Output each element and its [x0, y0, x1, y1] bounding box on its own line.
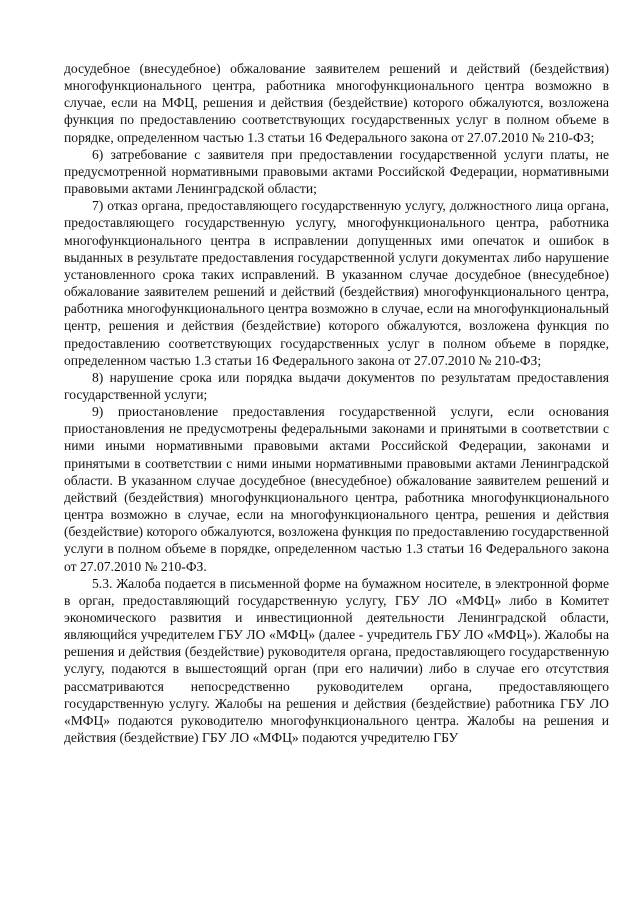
paragraph-item-9: 9) приостановление предоставления государственной услуги, если основания приостановления не предусмотрены федеральными законами и принятыми в соответствии с ними иными нормативными правовыми актами Российской Федерации, законами и принятыми в соответствии с ними иными нормативными правовыми актами Ленинградской области. В указанном случае досудебное (внесудебное) обжалование заявителем решений и действий (бездействия) многофункционального центра, работника многофункционального центра возможно в случае, если на многофункционального центра, решения и действия (бездействие) которого обжалуются, возложена функция по предоставлению государственной услуги в полном объеме в порядке, определенном частью 1.3 статьи 16 Федерального закона от 27.07.2010 № 210-ФЗ.	[64, 404, 609, 574]
paragraph-item-6: 6) затребование с заявителя при предоставлении государственной услуги платы, не предусмотренной нормативными правовыми актами Российской Федерации, нормативными правовыми актами Ленинградской области;	[64, 146, 609, 197]
paragraph-item-7: 7) отказ органа, предоставляющего государственную услугу, должностного лица органа, предоставляющего государственную услугу, многофункционального центра, работника многофункционального центра в исправлении допущенных ими опечаток и ошибок в выданных в результате предоставления государственной услуги документах либо нарушение установленного срока таких исправлений. В указанном случае досудебное (внесудебное) обжалование заявителем решений и действий (бездействия) многофункционального центра, работника многофункционального центра возможно в случае, если на многофункциональный центр, решения и действия (бездействие) которого обжалуются, возложена функция по предоставлению соответствующих государственных услуг в полном объеме в порядке, определенном частью 1.3 статьи 16 Федерального закона от 27.07.2010 № 210-ФЗ;	[64, 198, 609, 368]
paragraph-item-8: 8) нарушение срока или порядка выдачи документов по результатам предоставления государственной услуги;	[64, 369, 609, 402]
paragraph-section-5-3: 5.3. Жалоба подается в письменной форме на бумажном носителе, в электронной форме в орган, предоставляющий государственную услугу, ГБУ ЛО «МФЦ» либо в Комитет экономического развития и инвестиционной деятельности Ленинградской области, являющийся учредителем ГБУ ЛО «МФЦ» (далее - учредитель ГБУ ЛО «МФЦ»). Жалобы на решения и действия (бездействие) руководителя органа, предоставляющего государственную услугу, подаются в вышестоящий орган (при его наличии) либо в случае его отсутствия рассматриваются непосредственно руководителем органа, предоставляющего государственную услугу. Жалобы на решения и действия (бездействие) работника ГБУ ЛО «МФЦ» подаются руководителю многофункционального центра. Жалобы на решения и действия (бездействие) ГБУ ЛО «МФЦ» подаются учредителю ГБУ	[64, 575, 609, 746]
paragraph-continuation: досудебное (внесудебное) обжалование заявителем решений и действий (бездействия) многофункционального центра, работника многофункционального центра возможно в случае, если на МФЦ, решения и действия (бездействие) которого обжалуются, возложена функция по предоставлению соответствующих государственных услуг в полном объеме в порядке, определенном частью 1.3 статьи 16 Федерального закона от 27.07.2010 № 210-ФЗ;	[64, 61, 609, 145]
document-page	[64, 60, 609, 746]
